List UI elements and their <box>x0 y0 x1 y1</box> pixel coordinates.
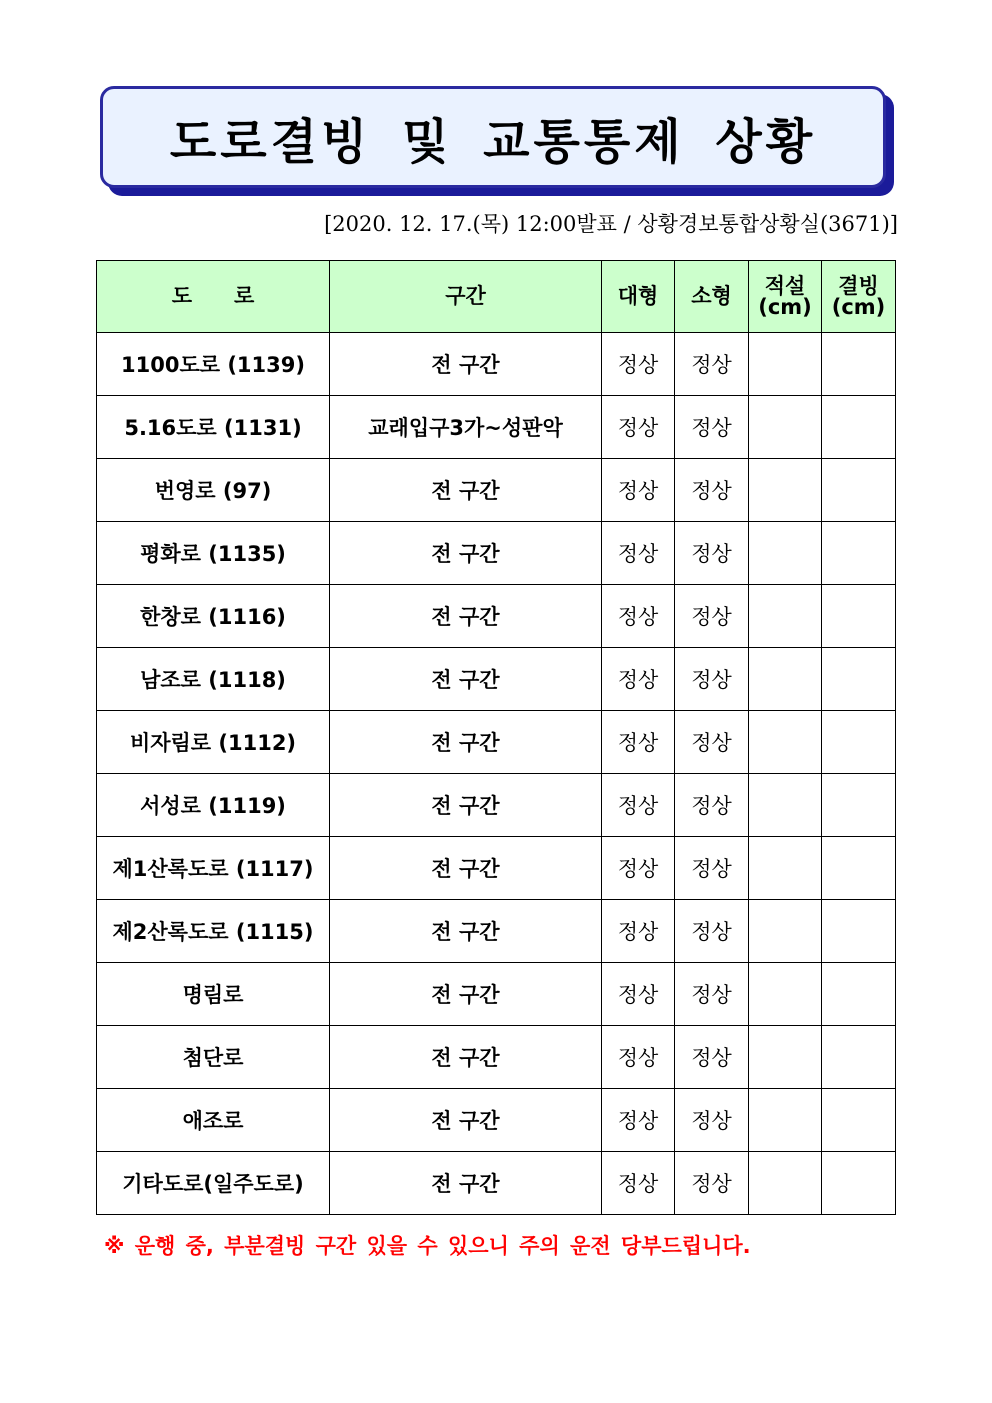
cell-road: 남조로 (1118) <box>97 648 330 711</box>
cell-snow <box>749 1152 822 1215</box>
cell-road: 기타도로(일주도로) <box>97 1152 330 1215</box>
cell-road: 첨단로 <box>97 1026 330 1089</box>
cell-road: 번영로 (97) <box>97 459 330 522</box>
cell-small: 정상 <box>675 1152 749 1215</box>
cell-ice <box>822 1089 896 1152</box>
cell-snow <box>749 459 822 522</box>
cell-ice <box>822 774 896 837</box>
cell-snow <box>749 648 822 711</box>
cell-large: 정상 <box>602 585 675 648</box>
cell-snow <box>749 1026 822 1089</box>
table-row <box>97 648 896 711</box>
cell-section: 전 구간 <box>330 1152 602 1215</box>
cell-road: 평화로 (1135) <box>97 522 330 585</box>
cell-snow <box>749 711 822 774</box>
cell-ice <box>822 963 896 1026</box>
cell-section: 전 구간 <box>330 900 602 963</box>
title-box <box>100 86 886 188</box>
cell-large: 정상 <box>602 1026 675 1089</box>
cell-small: 정상 <box>675 459 749 522</box>
header-ice: 결빙 (cm) <box>822 261 896 333</box>
cell-large: 정상 <box>602 648 675 711</box>
cell-snow <box>749 522 822 585</box>
road-status-table <box>96 260 896 1215</box>
cell-road: 애조로 <box>97 1089 330 1152</box>
cell-snow <box>749 774 822 837</box>
cell-snow <box>749 963 822 1026</box>
cell-large: 정상 <box>602 333 675 396</box>
cell-snow <box>749 333 822 396</box>
cell-large: 정상 <box>602 522 675 585</box>
cell-ice <box>822 711 896 774</box>
cell-section: 전 구간 <box>330 774 602 837</box>
cell-small: 정상 <box>675 711 749 774</box>
caution-note: ※ 운행 중, 부분결빙 구간 있을 수 있으니 주의 운전 당부드립니다. <box>104 1234 751 1258</box>
cell-ice <box>822 459 896 522</box>
table-row <box>97 459 896 522</box>
cell-large: 정상 <box>602 1152 675 1215</box>
cell-small: 정상 <box>675 396 749 459</box>
table-body <box>97 333 896 1215</box>
cell-ice <box>822 1152 896 1215</box>
cell-road: 한창로 (1116) <box>97 585 330 648</box>
header-section: 구간 <box>330 261 602 333</box>
table-row <box>97 585 896 648</box>
cell-large: 정상 <box>602 459 675 522</box>
cell-section: 전 구간 <box>330 333 602 396</box>
cell-small: 정상 <box>675 963 749 1026</box>
cell-small: 정상 <box>675 522 749 585</box>
header-small: 소형 <box>675 261 749 333</box>
cell-large: 정상 <box>602 711 675 774</box>
cell-road: 서성로 (1119) <box>97 774 330 837</box>
cell-snow <box>749 585 822 648</box>
cell-snow <box>749 396 822 459</box>
header-snow: 적설 (cm) <box>749 261 822 333</box>
cell-ice <box>822 648 896 711</box>
cell-section: 교래입구3가~성판악 <box>330 396 602 459</box>
table-row <box>97 837 896 900</box>
cell-road: 제1산록도로 (1117) <box>97 837 330 900</box>
header-road: 도 로 <box>97 261 330 333</box>
cell-ice <box>822 333 896 396</box>
table-row <box>97 522 896 585</box>
table-row <box>97 396 896 459</box>
cell-section: 전 구간 <box>330 1089 602 1152</box>
cell-section: 전 구간 <box>330 837 602 900</box>
cell-large: 정상 <box>602 396 675 459</box>
table-row <box>97 1089 896 1152</box>
cell-small: 정상 <box>675 1089 749 1152</box>
cell-small: 정상 <box>675 774 749 837</box>
cell-road: 1100도로 (1139) <box>97 333 330 396</box>
cell-ice <box>822 900 896 963</box>
table-row <box>97 1152 896 1215</box>
cell-small: 정상 <box>675 900 749 963</box>
cell-snow <box>749 1089 822 1152</box>
cell-ice <box>822 396 896 459</box>
cell-section: 전 구간 <box>330 1026 602 1089</box>
cell-small: 정상 <box>675 648 749 711</box>
cell-section: 전 구간 <box>330 711 602 774</box>
cell-large: 정상 <box>602 774 675 837</box>
cell-large: 정상 <box>602 837 675 900</box>
cell-section: 전 구간 <box>330 963 602 1026</box>
cell-road: 5.16도로 (1131) <box>97 396 330 459</box>
cell-snow <box>749 837 822 900</box>
cell-section: 전 구간 <box>330 459 602 522</box>
header-large: 대형 <box>602 261 675 333</box>
cell-large: 정상 <box>602 900 675 963</box>
cell-small: 정상 <box>675 333 749 396</box>
cell-section: 전 구간 <box>330 585 602 648</box>
cell-ice <box>822 1026 896 1089</box>
table-header-row <box>97 261 896 333</box>
cell-large: 정상 <box>602 1089 675 1152</box>
table-row <box>97 900 896 963</box>
cell-small: 정상 <box>675 837 749 900</box>
cell-small: 정상 <box>675 1026 749 1089</box>
page-title: 도로결빙 및 교통통제 상황 <box>169 113 817 170</box>
announcement-info: [2020. 12. 17.(목) 12:00발표 / 상황경보통합상황실(3671)] <box>324 212 898 236</box>
cell-ice <box>822 585 896 648</box>
cell-ice <box>822 522 896 585</box>
table-row <box>97 963 896 1026</box>
cell-road: 제2산록도로 (1115) <box>97 900 330 963</box>
cell-small: 정상 <box>675 585 749 648</box>
table-row <box>97 333 896 396</box>
cell-large: 정상 <box>602 963 675 1026</box>
cell-road: 비자림로 (1112) <box>97 711 330 774</box>
table-row <box>97 711 896 774</box>
cell-section: 전 구간 <box>330 648 602 711</box>
cell-section: 전 구간 <box>330 522 602 585</box>
cell-ice <box>822 837 896 900</box>
cell-road: 명림로 <box>97 963 330 1026</box>
table-row <box>97 1026 896 1089</box>
table-row <box>97 774 896 837</box>
cell-snow <box>749 900 822 963</box>
